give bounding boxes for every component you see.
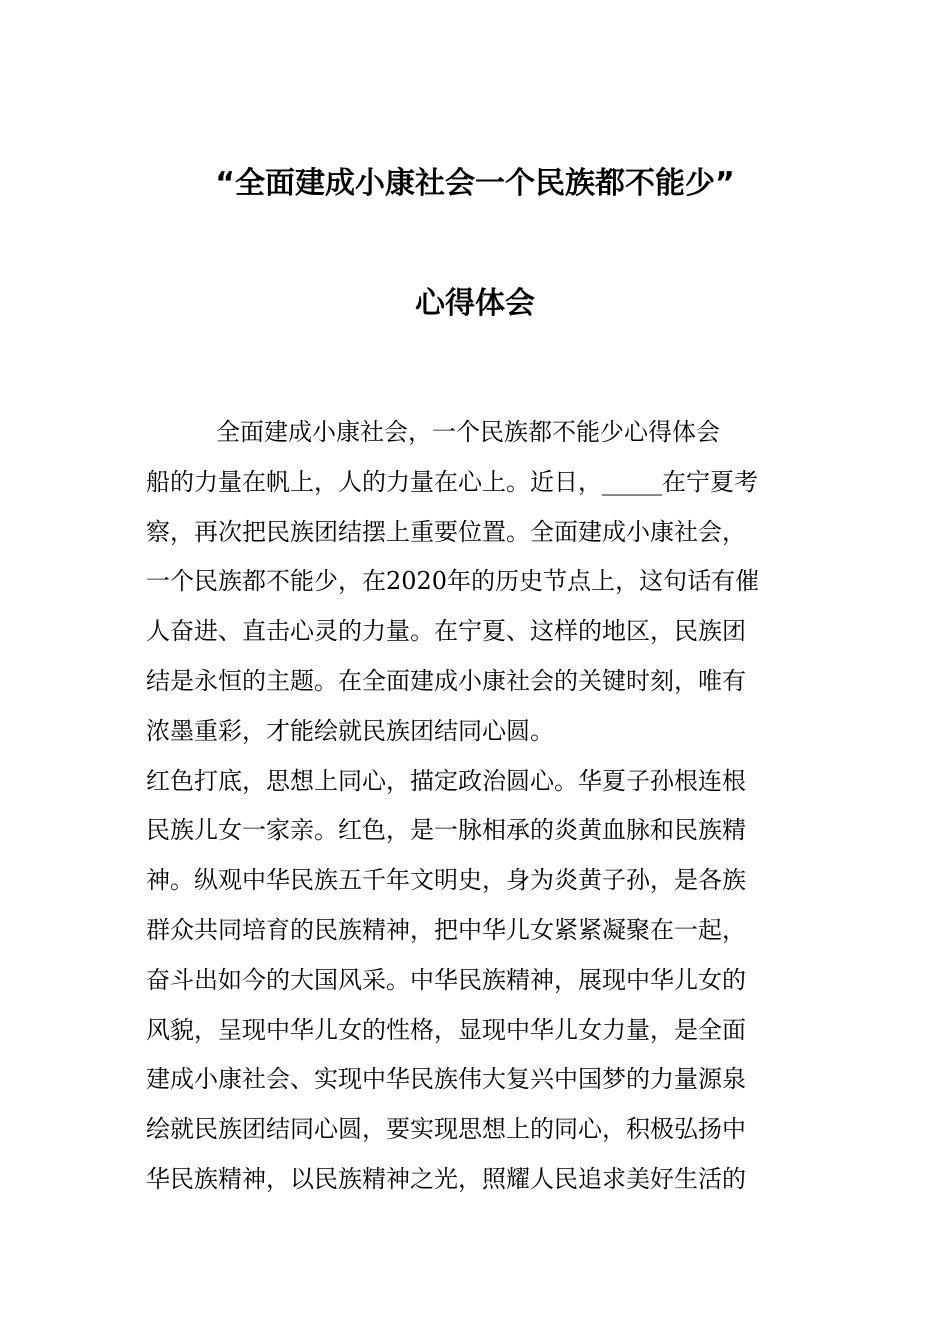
body-line: 奋斗出如今的大国风采。中华民族精神，展现中华儿女的 <box>146 965 746 994</box>
body-line: 神。纵观中华民族五千年文明史，身为炎黄子孙，是各族 <box>146 866 746 895</box>
body-line: 民族儿女一家亲。红色，是一脉相承的炎黄血脉和民族精 <box>146 816 746 845</box>
body-line: 结是永恒的主题。在全面建成小康社会的关键时刻，唯有 <box>146 666 746 695</box>
title-line-2: 心得体会 <box>415 286 535 321</box>
body-line: 红色打底，思想上同心，描定政治圆心。华夏子孙根连根 <box>146 766 746 795</box>
body-line: 风貌，呈现中华儿女的性格，显现中华儿女力量，是全面 <box>146 1015 746 1044</box>
body-line: 察，再次把民族团结摆上重要位置。全面建成小康社会， <box>146 517 746 546</box>
body-line: 华民族精神，以民族精神之光，照耀人民追求美好生活的 <box>146 1164 746 1193</box>
body-line: 人奋进、直击心灵的力量。在宁夏、这样的地区，民族团 <box>146 617 746 646</box>
body-line: 绘就民族团结同心圆，要实现思想上的同心，积极弘扬中 <box>146 1115 746 1144</box>
body-line: 群众共同培育的民族精神，把中华儿女紧紧凝聚在一起， <box>146 915 746 944</box>
body-line: 建成小康社会、实现中华民族伟大复兴中国梦的力量源泉 <box>146 1065 746 1094</box>
body-text <box>146 408 806 1205</box>
title-line-1: “全面建成小康社会一个民族都不能少” <box>215 166 735 201</box>
body-line: 浓墨重彩，才能绘就民族团结同心圆。 <box>146 716 554 745</box>
body-line: 船的力量在帆上，人的力量在心上。近日，_____在宁夏考 <box>146 467 758 496</box>
body-line: 全面建成小康社会，一个民族都不能少心得体会 <box>216 418 720 446</box>
body-line: 一个民族都不能少，在2020年的历史节点上，这句话有催 <box>146 567 760 596</box>
